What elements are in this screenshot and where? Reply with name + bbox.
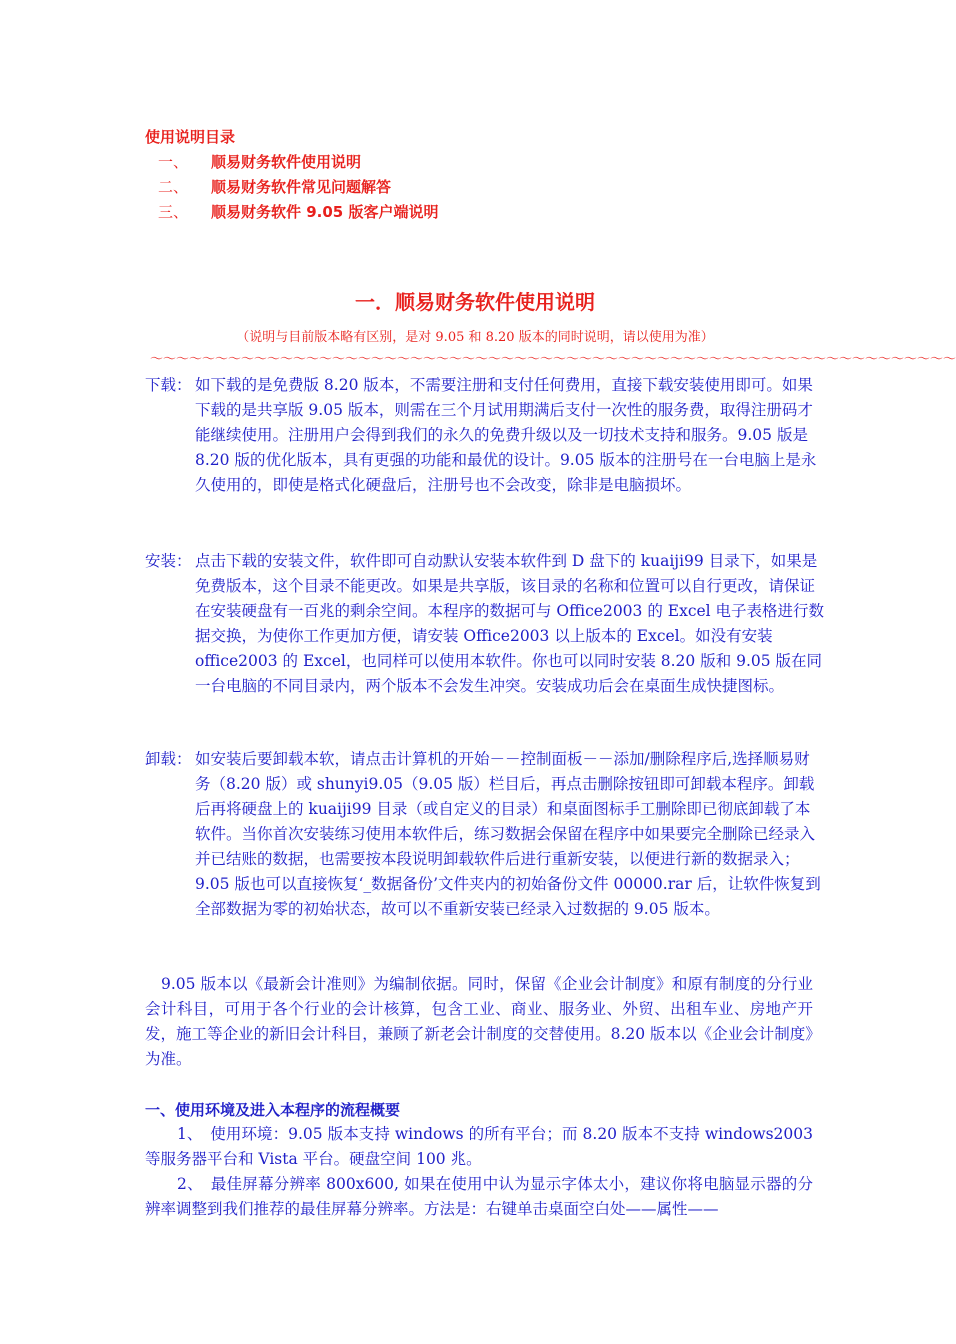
toc-title: 使用说明目录 (145, 128, 236, 146)
download-section (145, 373, 825, 498)
version-note: （说明与目前版本略有区别，是对 9.05 和 8.20 版本的同时说明，请以使用为准） (236, 330, 714, 345)
toc-item-number: 一、 (158, 153, 189, 171)
uninstall-section (145, 747, 825, 922)
toc-item-number: 二、 (158, 178, 189, 196)
toc-item-3[interactable] (158, 201, 438, 222)
environment-item-1: 1、 使用环境：9.05 版本支持 windows 的所有平台；而 8.20 版本不支持 windows2003 等服务器平台和 Vista 平台。硬盘空间 100 兆。 (145, 1125, 813, 1168)
download-label: 下载： (145, 376, 192, 394)
section-heading: 一．顺易财务软件使用说明 (355, 290, 595, 314)
toc-item-2[interactable] (158, 176, 391, 197)
download-text: 如下载的是免费版 8.20 版本，不需要注册和支付任何费用，直接下载安装使用即可。如果下载的是共享版 9.05 版本，则需在三个月试用期满后支付一次性的服务费，取得注册码才能继续使用。注册用户会得到我们的永久的免费升级以及一切技术支持和服务。9.05 版是 8.20 版的优化版本，具有更强的功能和最优的设计。9.05 版本的注册号在一台电脑上是永久使用的，即使是格式化硬盘后，注册号也不会改变，除非是电脑损坏。 (195, 376, 817, 494)
toc-item-number: 三、 (158, 203, 189, 221)
environment-heading: 一、使用环境及进入本程序的流程概要 (145, 1101, 401, 1119)
toc-item-1[interactable] (158, 151, 361, 172)
toc-item-label: 顺易财务软件使用说明 (211, 153, 362, 171)
install-label: 安装： (145, 552, 192, 570)
toc-item-label: 顺易财务软件常见问题解答 (211, 178, 392, 196)
uninstall-text: 如安装后要卸载本软，请点击计算机的开始－－控制面板－－添加/删除程序后,选择顺易财务（8.20 版）或 shunyi9.05（9.05 版）栏目后，再点击删除按钮即可卸载本程序。卸载后再将硬盘上的 kuaiji99 目录（或自定义的目录）和桌面图标手工删除即已彻底卸载了本软件。当你首次安装练习使用本软件后，练习数据会保留在程序中如果要完全删除已经录入并已结账的数据，也需要按本段说明卸载软件后进行重新安装，以便进行新的数据录入；9.05 版也可以直接恢复‘_数据备份’文件夹内的初始备份文件 00000.rar 后，让软件恢复到全部数据为零的初始状态，故可以不重新安装已经录入过数据的 9.05 版本。 (195, 750, 821, 918)
environment-item-2: 2、 最佳屏幕分辨率 800x600, 如果在使用中认为显示字体太小，建议你将电脑显示器的分辨率调整到我们推荐的最佳屏幕分辨率。方法是：右键单击桌面空白处——属性—— (145, 1175, 813, 1218)
uninstall-label: 卸载： (145, 750, 192, 768)
standards-paragraph: 9.05 版本以《最新会计准则》为编制依据。同时，保留《企业会计制度》和原有制度的分行业会计科目，可用于各个行业的会计核算，包含工业、商业、服务业、外贸、出租车业、房地产开发，施工等企业的新旧会计科目，兼顾了新老会计制度的交替使用。8.20 版本以《企业会计制度》为准。 (145, 975, 813, 1068)
tilde-divider: ～～～～～～～～～～～～～～～～～～～～～～～～～～～～～～～～～～～～～～～～～～～～～～～～～～～～～～～～～～～～～～ (150, 352, 956, 367)
toc-item-label: 顺易财务软件 9.05 版客户端说明 (211, 203, 439, 221)
install-text: 点击下载的安装文件，软件即可自动默认安装本软件到 D 盘下的 kuaiji99 目录下，如果是免费版本，这个目录不能更改。如果是共享版，该目录的名称和位置可以自行更改，请保证在安装硬盘有一百兆的剩余空间。本程序的数据可与 Office2003 的 Excel 电子表格进行数据交换，为使你工作更加方便，请安装 Office2003 以上版本的 Excel。如没有安装 office2003 的 Excel，也同样可以使用本软件。你也可以同时安装 8.20 版和 9.05 版在同一台电脑的不同目录内，两个版本不会发生冲突。安装成功后会在桌面生成快捷图标。 (195, 552, 825, 695)
install-section (145, 549, 825, 699)
